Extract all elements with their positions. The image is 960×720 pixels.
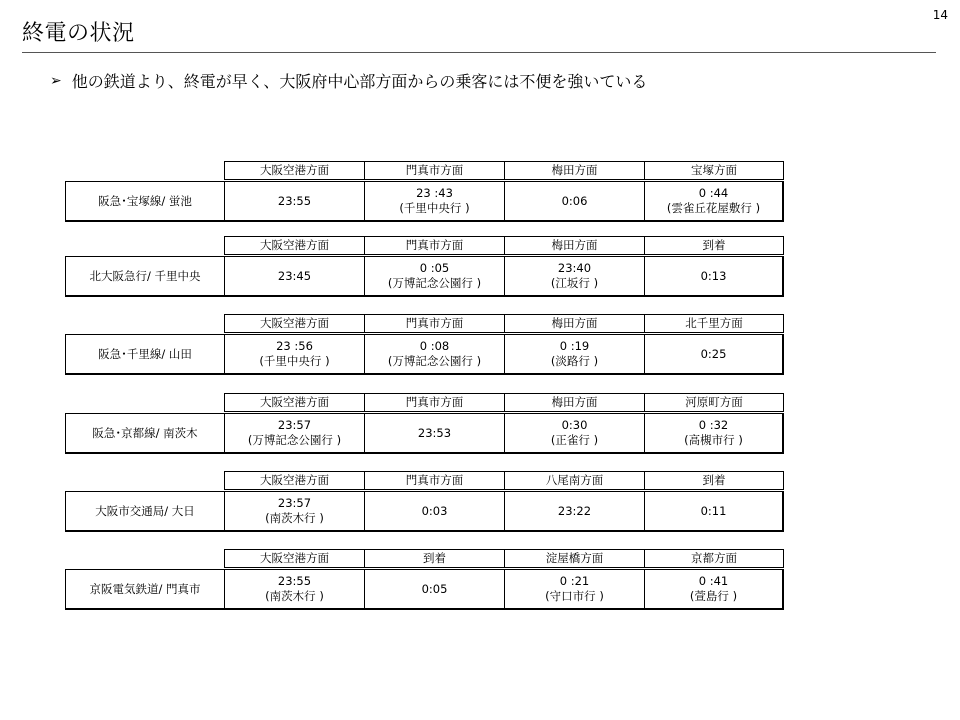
last-train-row	[65, 181, 784, 222]
last-train-row	[65, 491, 784, 532]
direction-header-row	[224, 236, 784, 255]
last-train-time: 0:30	[561, 418, 588, 432]
last-train-row	[65, 413, 784, 454]
last-train-time: 23 :43	[416, 186, 453, 200]
last-train-cell	[504, 334, 644, 374]
page-title: 終電の状況	[22, 21, 135, 46]
direction-header: 大阪空港方面	[224, 471, 364, 490]
last-train-cell	[504, 256, 644, 296]
last-train-time: 0 :21	[559, 574, 590, 588]
train-destination: (南茨木行 )	[265, 511, 324, 525]
last-train-row	[65, 334, 784, 375]
last-train-time: 0 :32	[698, 418, 729, 432]
last-train-time: 0 :19	[559, 339, 590, 353]
train-destination: (正雀行 )	[550, 433, 599, 447]
page-number: 14	[932, 8, 948, 22]
direction-header: 到着	[644, 236, 784, 255]
bullet-point	[50, 69, 647, 92]
direction-header-row	[224, 471, 784, 490]
direction-header: 大阪空港方面	[224, 549, 364, 568]
station-name: 阪急･宝塚線/ 蛍池	[65, 181, 224, 221]
last-train-time: 0:06	[561, 193, 588, 208]
direction-header-row	[224, 549, 784, 568]
last-train-cell	[644, 413, 784, 453]
direction-header: 大阪空港方面	[224, 314, 364, 333]
direction-header: 門真市方面	[364, 471, 504, 490]
last-train-time: 23:40	[557, 261, 592, 275]
station-name: 阪急･京都線/ 南茨木	[65, 413, 224, 453]
direction-header: 梅田方面	[504, 393, 644, 412]
last-train-cell	[644, 569, 784, 609]
direction-header: 梅田方面	[504, 236, 644, 255]
last-train-time: 0 :44	[698, 186, 729, 200]
train-destination: (万博記念公園行 )	[387, 354, 482, 368]
last-train-time: 23:53	[417, 425, 452, 440]
last-train-time: 0 :41	[698, 574, 729, 588]
last-train-cell	[364, 256, 504, 296]
train-destination: (千里中央行 )	[399, 201, 470, 215]
train-destination: (南茨木行 )	[265, 589, 324, 603]
direction-header: 門真市方面	[364, 314, 504, 333]
last-train-cell	[224, 334, 364, 374]
last-train-time: 0:03	[421, 503, 448, 518]
last-train-time: 0:25	[700, 346, 727, 361]
last-train-cell	[224, 491, 364, 531]
last-train-time: 0:11	[700, 503, 727, 518]
train-destination: (淡路行 )	[550, 354, 599, 368]
last-train-cell	[644, 491, 784, 531]
direction-header: 宝塚方面	[644, 161, 784, 180]
last-train-cell	[504, 491, 644, 531]
last-train-cell	[504, 181, 644, 221]
last-train-time: 23:55	[277, 193, 312, 208]
last-train-row	[65, 256, 784, 297]
bullet-text: 他の鉄道より、終電が早く、大阪府中心部方面からの乗客には不便を強いている	[71, 72, 648, 91]
last-train-time: 0:05	[421, 581, 448, 596]
last-train-row	[65, 569, 784, 610]
last-train-cell	[224, 256, 364, 296]
direction-header: 梅田方面	[504, 161, 644, 180]
last-train-cell	[364, 413, 504, 453]
direction-header: 梅田方面	[504, 314, 644, 333]
direction-header-row	[224, 161, 784, 180]
direction-header: 到着	[364, 549, 504, 568]
last-train-cell	[364, 491, 504, 531]
last-train-time: 23:57	[277, 418, 312, 432]
last-train-cell	[504, 413, 644, 453]
train-destination: (萱島行 )	[689, 589, 738, 603]
direction-header: 京都方面	[644, 549, 784, 568]
direction-header: 大阪空港方面	[224, 161, 364, 180]
last-train-cell	[224, 413, 364, 453]
direction-header: 北千里方面	[644, 314, 784, 333]
direction-header: 門真市方面	[364, 393, 504, 412]
direction-header: 大阪空港方面	[224, 236, 364, 255]
last-train-time: 23:55	[277, 574, 312, 588]
last-train-time: 23:57	[277, 496, 312, 510]
title-divider	[22, 52, 936, 53]
last-train-cell	[224, 181, 364, 221]
last-train-cell	[644, 181, 784, 221]
train-destination: (守口市行 )	[545, 589, 604, 603]
direction-header: 八尾南方面	[504, 471, 644, 490]
station-name: 京阪電気鉄道/ 門真市	[65, 569, 224, 609]
station-name: 大阪市交通局/ 大日	[65, 491, 224, 531]
train-destination: (江坂行 )	[550, 276, 599, 290]
train-destination: (雲雀丘花屋敷行 )	[666, 201, 761, 215]
direction-header: 淀屋橋方面	[504, 549, 644, 568]
train-destination: (千里中央行 )	[259, 354, 330, 368]
last-train-time: 23:45	[277, 268, 312, 283]
direction-header: 門真市方面	[364, 236, 504, 255]
last-train-cell	[364, 181, 504, 221]
station-name: 北大阪急行/ 千里中央	[65, 256, 224, 296]
last-train-time: 23 :56	[276, 339, 313, 353]
last-train-cell	[644, 334, 784, 374]
last-train-cell	[644, 256, 784, 296]
last-train-time: 23:22	[557, 503, 592, 518]
train-destination: (高槻市行 )	[684, 433, 743, 447]
last-train-cell	[364, 334, 504, 374]
last-train-time: 0:13	[700, 268, 727, 283]
direction-header: 大阪空港方面	[224, 393, 364, 412]
last-train-time: 0 :05	[419, 261, 450, 275]
direction-header-row	[224, 393, 784, 412]
train-destination: (万博記念公園行 )	[247, 433, 342, 447]
arrow-bullet-icon: ➢	[50, 72, 62, 89]
direction-header: 到着	[644, 471, 784, 490]
last-train-time: 0 :08	[419, 339, 450, 353]
direction-header: 河原町方面	[644, 393, 784, 412]
last-train-cell	[364, 569, 504, 609]
direction-header-row	[224, 314, 784, 333]
direction-header: 門真市方面	[364, 161, 504, 180]
last-train-cell	[224, 569, 364, 609]
train-destination: (万博記念公園行 )	[387, 276, 482, 290]
last-train-cell	[504, 569, 644, 609]
station-name: 阪急･千里線/ 山田	[65, 334, 224, 374]
